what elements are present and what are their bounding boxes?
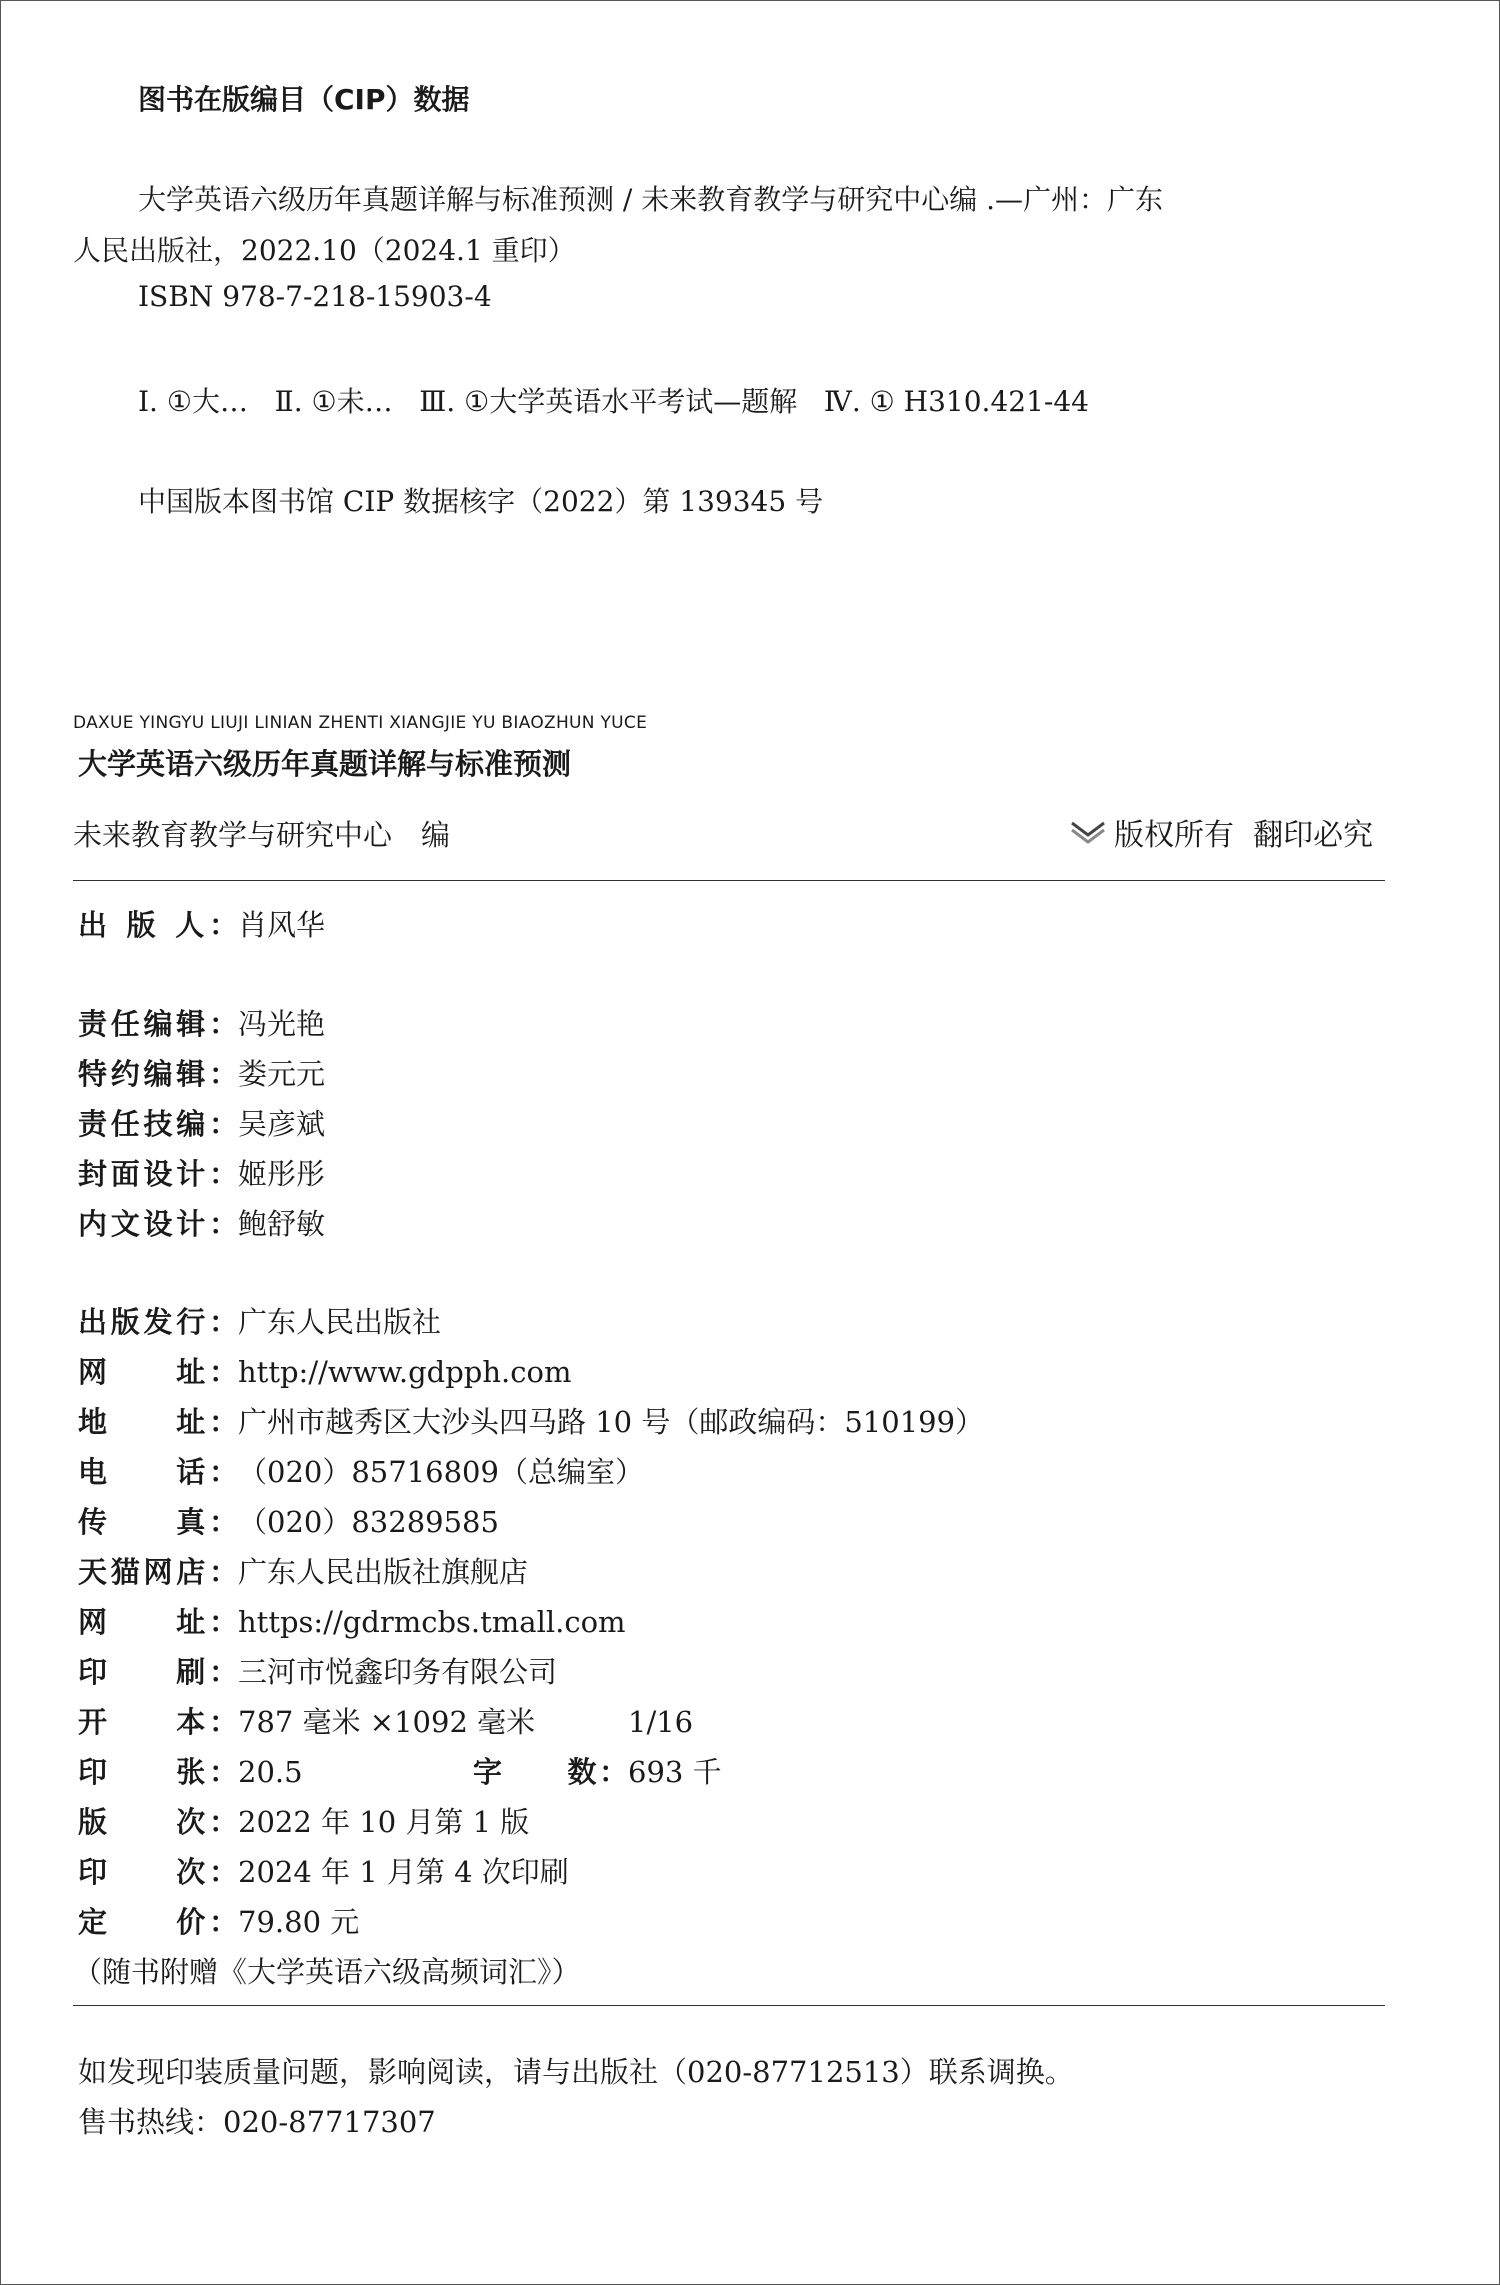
detail-value: （020）85716809（总编室）: [238, 1455, 644, 1489]
publisher-logo-icon: [1070, 817, 1106, 847]
staff-label: 封面设计：: [78, 1157, 238, 1191]
cip-classification: Ⅰ. ①大… Ⅱ. ①未… Ⅲ. ①大学英语水平考试—题解 Ⅳ. ① H310.421-44: [138, 385, 1089, 418]
gift-note: （随书附赠《大学英语六级高频词汇》）: [73, 1955, 581, 1989]
sheets-row: [78, 1750, 722, 1791]
cip-library-record: 中国版本图书馆 CIP 数据核字（2022）第 139345 号: [138, 485, 824, 518]
cip-line-2: 人民出版社，2022.10（2024.1 重印）: [73, 234, 576, 267]
book-editor: 未来教育教学与研究中心 编: [73, 818, 451, 852]
store-link[interactable]: https://gdrmcbs.tmall.com: [238, 1605, 626, 1639]
copyright-text: 版权所有 翻印必究: [1114, 818, 1374, 853]
price-row: [78, 1900, 359, 1941]
edition-value: 2022 年 10 月第 1 版: [238, 1805, 530, 1839]
detail-label: 出版发行：: [78, 1305, 238, 1339]
quality-notice: 如发现印装质量问题，影响阅读，请与出版社（020-87712513）联系调换。: [78, 2055, 1074, 2089]
staff-row: [78, 1052, 325, 1093]
price-label: 定 价：: [78, 1905, 238, 1939]
printing-label: 印 次：: [78, 1855, 238, 1889]
words-label: 字 数：: [473, 1755, 628, 1789]
detail-label: 天猫网店：: [78, 1555, 238, 1589]
detail-label: 传 真：: [78, 1505, 238, 1539]
publisher-value: 肖风华: [238, 908, 326, 942]
detail-value: （020）83289585: [238, 1505, 499, 1539]
sheets-label: 印 张：: [78, 1755, 238, 1789]
website-link[interactable]: http://www.gdpph.com: [238, 1355, 572, 1389]
staff-row: [78, 1152, 325, 1193]
edition-label: 版 次：: [78, 1805, 238, 1839]
detail-label: 网 址：: [78, 1605, 238, 1639]
format-row: [78, 1700, 693, 1741]
book-title: 大学英语六级历年真题详解与标准预测: [78, 747, 572, 781]
staff-value: 鲍舒敏: [238, 1207, 326, 1241]
staff-value: 娄元元: [238, 1057, 326, 1091]
sales-hotline: 售书热线：020-87717307: [78, 2105, 436, 2139]
detail-row: [78, 1550, 528, 1591]
format-label: 开 本：: [78, 1705, 238, 1739]
printing-value: 2024 年 1 月第 4 次印刷: [238, 1855, 569, 1889]
staff-row: [78, 1002, 325, 1043]
detail-label: 印 刷：: [78, 1655, 238, 1689]
cip-isbn: ISBN 978-7-218-15903-4: [138, 280, 492, 313]
detail-value: 广东人民出版社旗舰店: [238, 1555, 529, 1589]
cip-heading: 图书在版编目（CIP）数据: [138, 83, 470, 116]
book-pinyin: DAXUE YINGYU LIUJI LINIAN ZHENTI XIANGJIE YU BIAOZHUN YUCE: [73, 713, 648, 733]
publisher-label: 出 版 人：: [78, 908, 238, 942]
publisher-row: [78, 903, 325, 944]
detail-row: [78, 1350, 571, 1391]
detail-label: 网 址：: [78, 1355, 238, 1389]
detail-row: [78, 1400, 984, 1441]
detail-value: 广州市越秀区大沙头四马路 10 号（邮政编码：510199）: [238, 1405, 985, 1439]
detail-value: 三河市悦鑫印务有限公司: [238, 1655, 558, 1689]
format-extra: 1/16: [628, 1705, 694, 1739]
staff-value: 姬彤彤: [238, 1157, 326, 1191]
words-value: 693 千: [628, 1755, 722, 1789]
sheets-value: 20.5: [238, 1755, 303, 1789]
detail-label: 电 话：: [78, 1455, 238, 1489]
detail-row: [78, 1300, 441, 1341]
printing-row: [78, 1850, 569, 1891]
staff-value: 冯光艳: [238, 1007, 326, 1041]
detail-value: 广东人民出版社: [238, 1305, 442, 1339]
detail-row: [78, 1650, 557, 1691]
top-divider: [73, 880, 1385, 881]
detail-row: [78, 1600, 626, 1641]
staff-label: 责任技编：: [78, 1107, 238, 1141]
staff-label: 责任编辑：: [78, 1007, 238, 1041]
price-value: 79.80 元: [238, 1905, 360, 1939]
edition-row: [78, 1800, 529, 1841]
detail-label: 地 址：: [78, 1405, 238, 1439]
staff-value: 吴彦斌: [238, 1107, 326, 1141]
staff-label: 特约编辑：: [78, 1057, 238, 1091]
format-value: 787 毫米 ×1092 毫米: [238, 1705, 536, 1739]
detail-row: [78, 1450, 644, 1491]
staff-row: [78, 1102, 325, 1143]
detail-row: [78, 1500, 499, 1541]
bottom-divider: [73, 2005, 1385, 2006]
copyright-notice: [1070, 810, 1373, 854]
staff-label: 内文设计：: [78, 1207, 238, 1241]
staff-row: [78, 1202, 325, 1243]
cip-line-1: 大学英语六级历年真题详解与标准预测 / 未来教育教学与研究中心编 .—广州：广东: [138, 183, 1164, 216]
